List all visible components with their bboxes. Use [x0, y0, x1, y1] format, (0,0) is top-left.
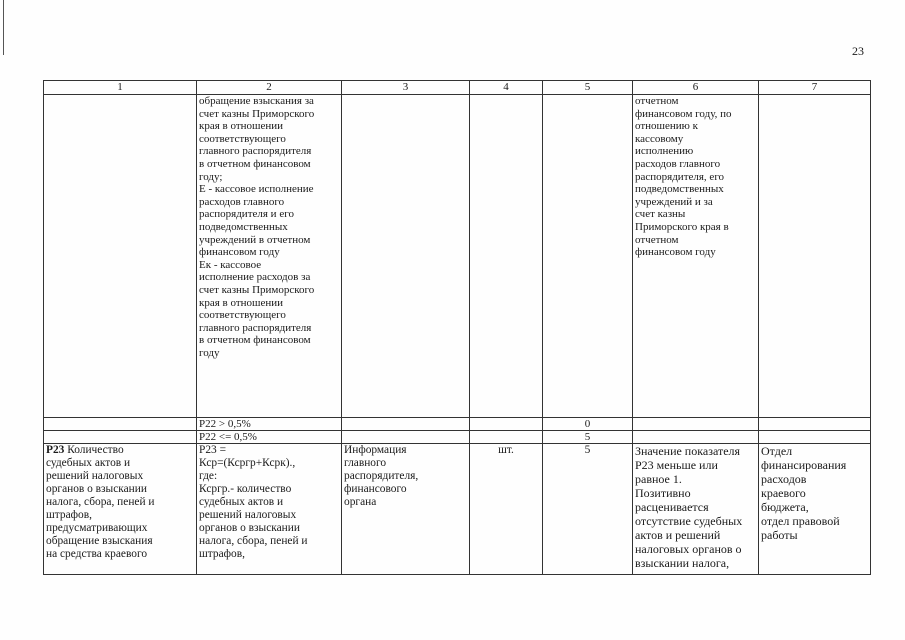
header-col-4: 4: [470, 81, 543, 95]
cell-indicator: [44, 95, 197, 418]
page-edge-line: [3, 0, 4, 55]
cell-unit: [470, 418, 543, 431]
cell-responsible: [759, 431, 871, 444]
cell-unit: [470, 95, 543, 418]
cell-indicator: [44, 431, 197, 444]
cell-formula: P22 <= 0,5%: [197, 431, 342, 444]
cell-description: Значение показателя P23 меньше или равное 1. Позитивно расценивается отсутствие судебных актов и решений налоговых органов о взыскании налога,: [633, 444, 759, 575]
cell-description: [633, 431, 759, 444]
cell-formula: P22 > 0,5%: [197, 418, 342, 431]
table-row: [44, 418, 871, 431]
cell-unit: шт.: [470, 444, 543, 575]
indicator-code: P23: [46, 444, 65, 456]
cell-indicator: [44, 444, 197, 575]
table-row: [44, 95, 871, 418]
cell-source: [342, 418, 470, 431]
cell-responsible: [759, 95, 871, 418]
cell-score: 5: [543, 431, 633, 444]
cell-source: Информация главного распорядителя, финансового органа: [342, 444, 470, 575]
indicator-name: Количество судебных актов и решений налоговых органов о взыскании налога, сбора, пеней и штрафов, предусматривающих обращение взыскания на средства краевого: [46, 444, 155, 560]
cell-description: отчетном финансовом году, по отношению к кассовому исполнению расходов главного распорядителя, его подведомственных учреждений и за счет казны Приморского края в отчетном финансовом году: [633, 95, 759, 418]
cell-indicator: [44, 418, 197, 431]
header-col-1: 1: [44, 81, 197, 95]
cell-score: 0: [543, 418, 633, 431]
cell-source: [342, 95, 470, 418]
cell-responsible: [759, 418, 871, 431]
cell-formula: P23 = Кср=(Ксргр+Ксрк)., где: Ксргр.- количество судебных актов и решений налоговых органов о взыскании налога, сбора, пеней и штрафов,: [197, 444, 342, 575]
cell-responsible: Отдел финансирования расходов краевого бюджета, отдел правовой работы: [759, 444, 871, 575]
cell-formula: обращение взыскания за счет казны Приморского края в отношении соответствующего главного распорядителя в отчетном финансовом году; Е - кассовое исполнение расходов главного распорядителя и его подведомственных учреждений в отчетном финансовом году Ек - кассовое исполнение расходов за счет казны Приморского края в отношении соответствующего главного распорядителя в отчетном финансовом году: [197, 95, 342, 418]
page-number: 23: [852, 44, 864, 58]
header-col-5: 5: [543, 81, 633, 95]
cell-unit: [470, 431, 543, 444]
cell-score: 5: [543, 444, 633, 575]
table-row: [44, 444, 871, 575]
cell-description: [633, 418, 759, 431]
cell-score: [543, 95, 633, 418]
header-col-3: 3: [342, 81, 470, 95]
indicator-table-wrapper: [43, 80, 870, 575]
table-row: [44, 431, 871, 444]
header-col-2: 2: [197, 81, 342, 95]
header-col-6: 6: [633, 81, 759, 95]
indicator-table: [43, 80, 871, 575]
table-header-row: [44, 81, 871, 95]
cell-source: [342, 431, 470, 444]
header-col-7: 7: [759, 81, 871, 95]
